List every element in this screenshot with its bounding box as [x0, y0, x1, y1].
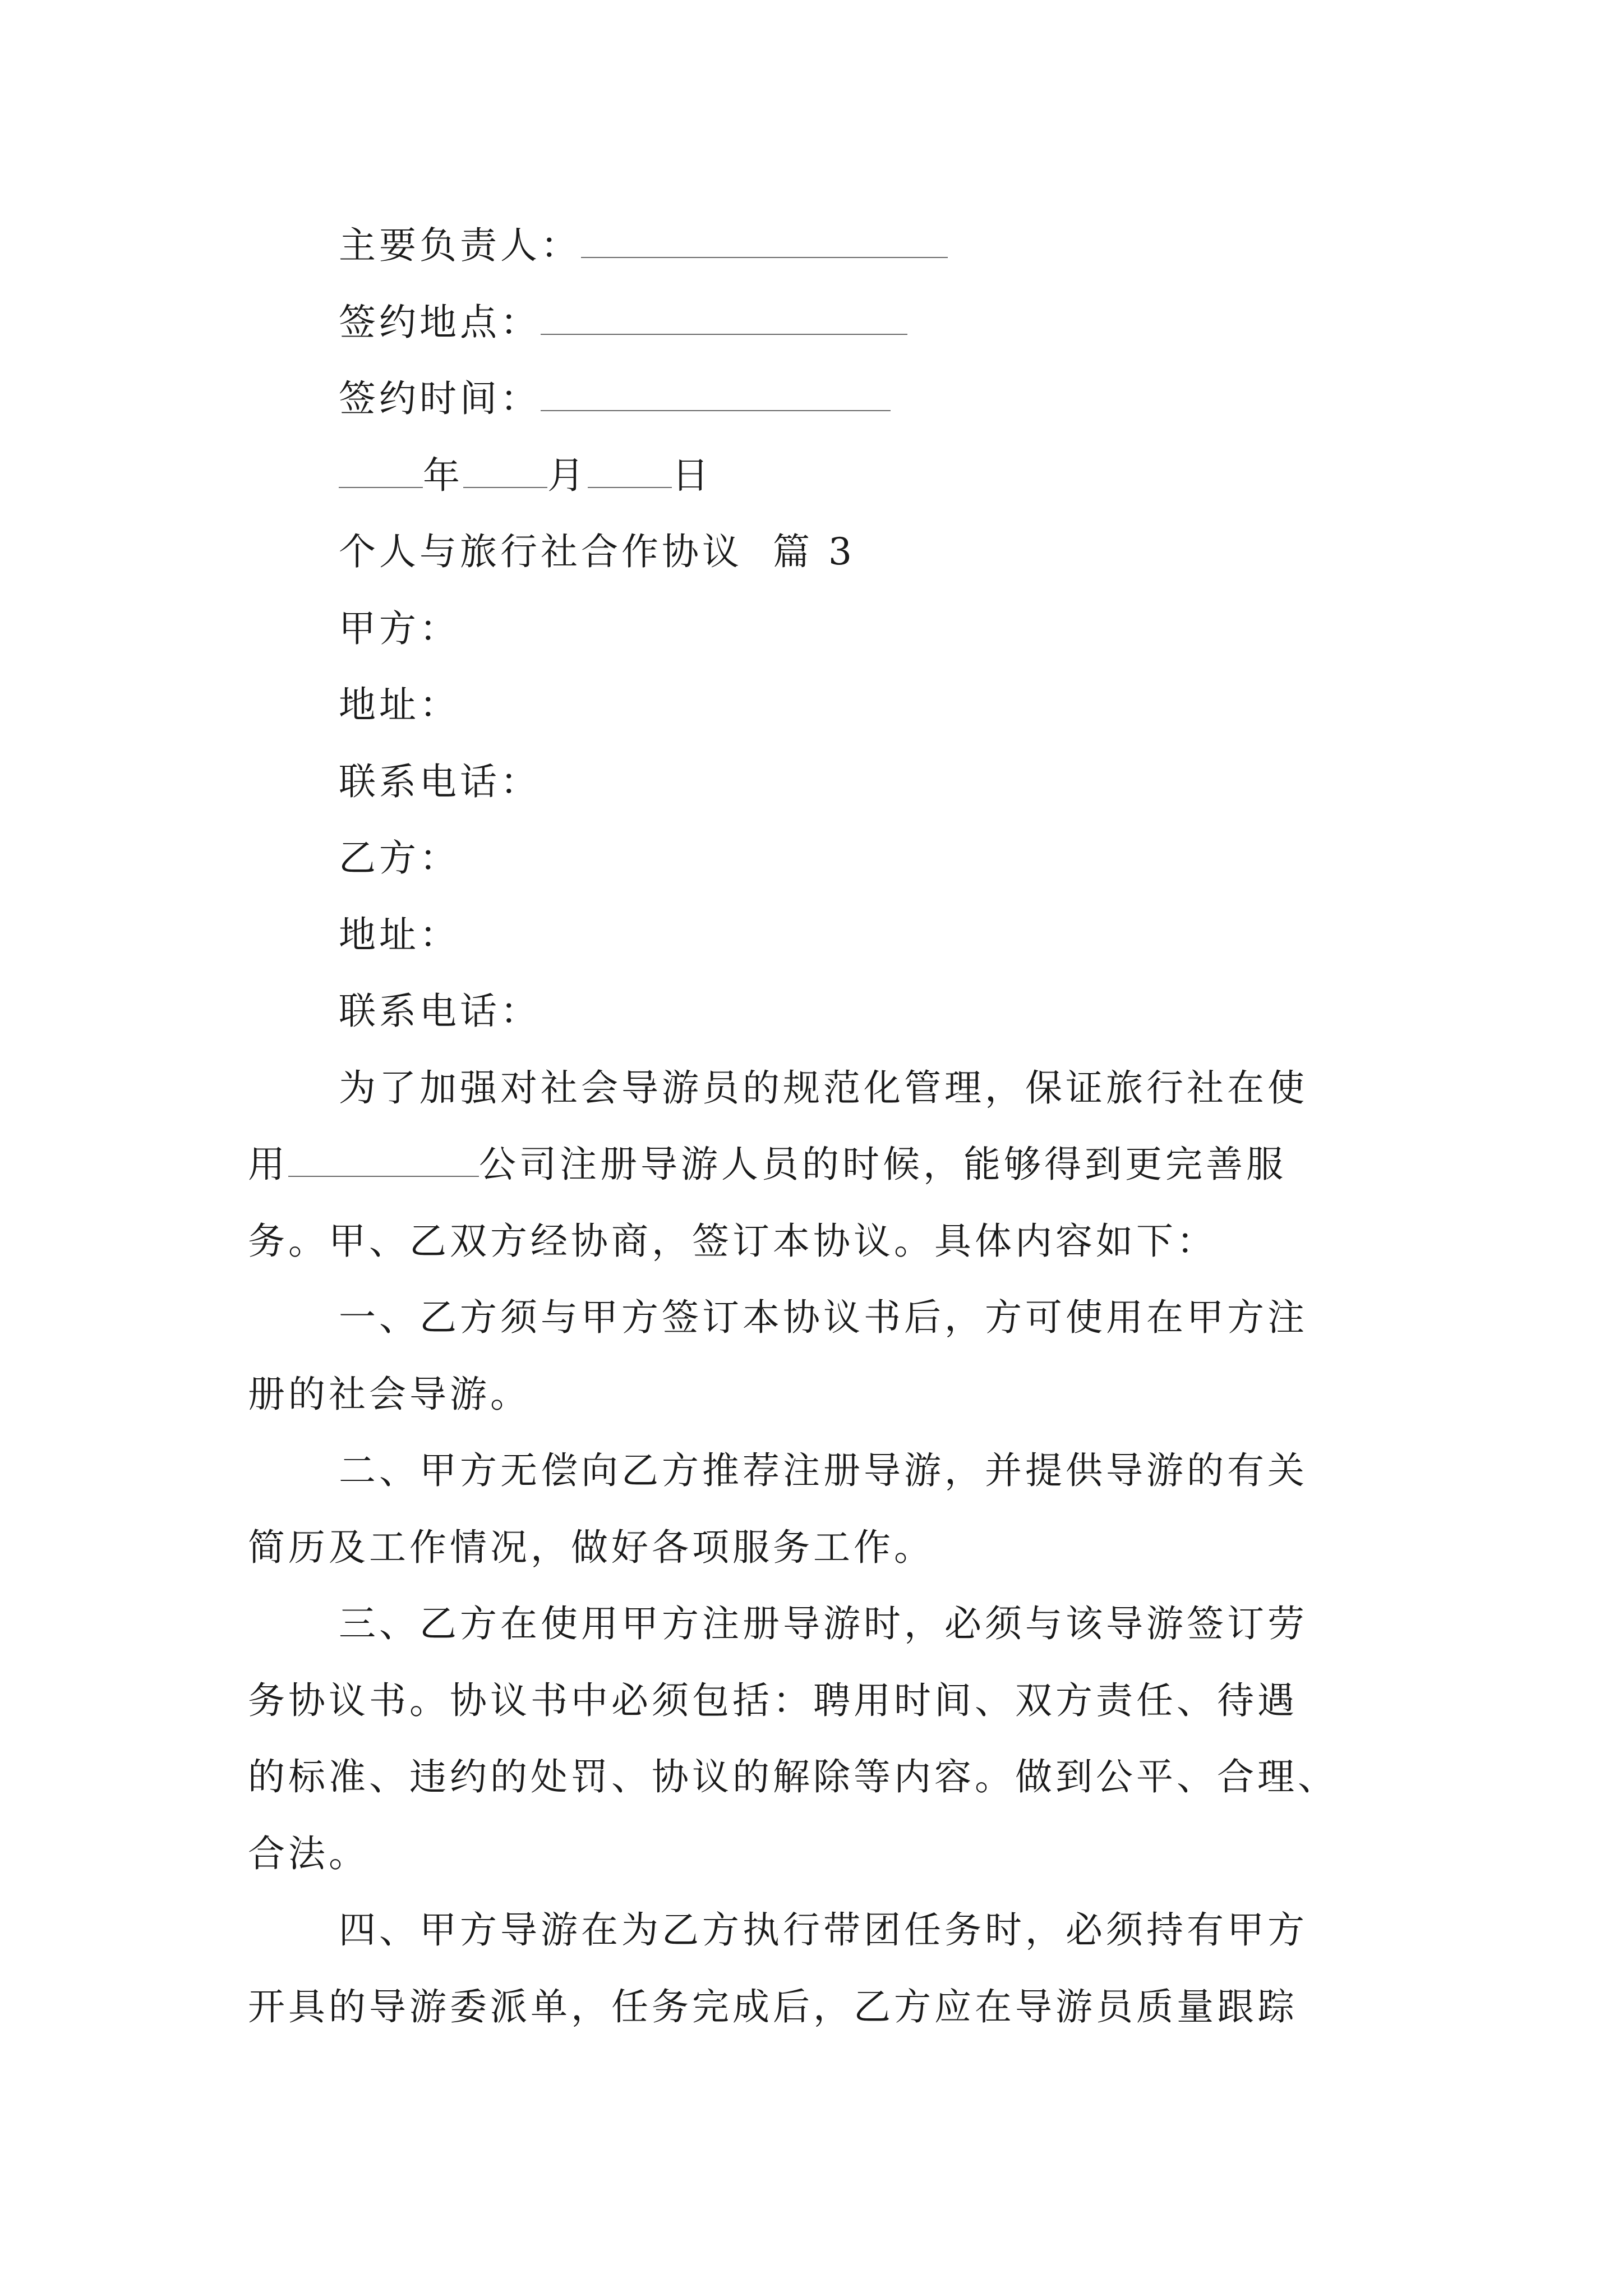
clause-3-line-1: 三、乙方在使用甲方注册导游时，必须与该导游签订劳: [339, 1602, 1308, 1645]
section-heading: [339, 530, 855, 574]
clause-4-line-2: 开具的导游委派单，任务完成后，乙方应在导游员质量跟踪: [248, 1985, 1298, 2028]
party-a-phone: 联系电话：: [339, 760, 541, 803]
sign-time-label: 签约时间：: [339, 377, 541, 420]
sign-time-field: [339, 376, 891, 421]
date-line: [339, 453, 712, 498]
day-blank: [588, 455, 672, 488]
party-a-address: 地址：: [339, 683, 460, 726]
clause-3-line-2: 务协议书。协议书中必须包括：聘用时间、双方责任、待遇: [248, 1679, 1298, 1722]
intro-line-2-start: 用: [248, 1143, 288, 1186]
main-person-blank: [581, 226, 948, 258]
sign-place-blank: [541, 302, 907, 335]
main-person-label: 主要负责人：: [339, 224, 581, 267]
section-title: 个人与旅行社合作协议: [339, 530, 743, 573]
sign-place-field: [339, 300, 907, 345]
clause-4-line-1: 四、甲方导游在为乙方执行带团任务时，必须持有甲方: [339, 1908, 1308, 1952]
clause-3-line-4: 合法。: [248, 1832, 369, 1875]
intro-line-2: [248, 1142, 1287, 1187]
clause-3-line-3: 的标准、违约的处罚、协议的解除等内容。做到公平、合理、: [248, 1755, 1338, 1798]
year-blank: [339, 455, 423, 488]
year-label: 年: [423, 454, 463, 497]
month-label: 月: [547, 454, 588, 497]
clause-1-line-2: 册的社会导游。: [248, 1373, 531, 1416]
intro-line-2-end: 公司注册导游人员的时候，能够得到更完善服: [479, 1143, 1287, 1186]
party-b-phone: 联系电话：: [339, 990, 541, 1033]
day-label: 日: [672, 454, 712, 497]
company-blank: [288, 1144, 479, 1177]
sign-place-label: 签约地点：: [339, 301, 541, 344]
main-person-field: [339, 223, 948, 268]
section-part: 篇 3: [772, 530, 855, 573]
clause-1-line-1: 一、乙方须与甲方签订本协议书后，方可使用在甲方注: [339, 1296, 1308, 1339]
intro-line-1: 为了加强对社会导游员的规范化管理，保证旅行社在使: [339, 1066, 1308, 1110]
intro-line-3: 务。甲、乙双方经协商，签订本协议。具体内容如下：: [248, 1220, 1217, 1263]
sign-time-blank: [541, 379, 891, 411]
party-b-address: 地址：: [339, 913, 460, 956]
clause-2-line-2: 简历及工作情况，做好各项服务工作。: [248, 1526, 934, 1569]
party-a-name: 甲方：: [339, 607, 460, 650]
party-b-name: 乙方：: [339, 836, 460, 880]
clause-2-line-1: 二、甲方无偿向乙方推荐注册导游，并提供导游的有关: [339, 1449, 1308, 1492]
month-blank: [463, 455, 547, 488]
